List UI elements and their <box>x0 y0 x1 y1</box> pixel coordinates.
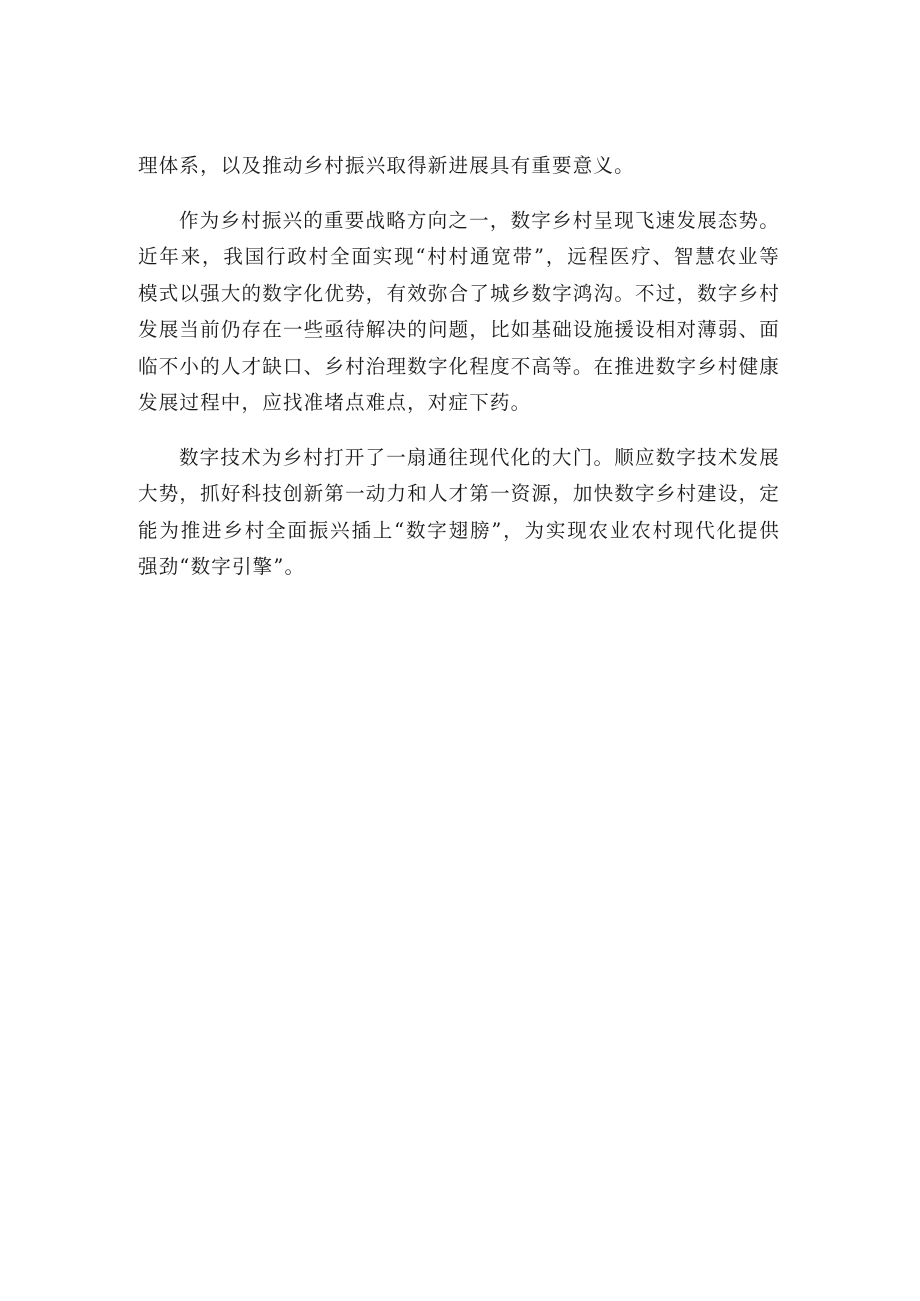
article-body <box>138 148 780 604</box>
paragraph-digital-village-status: 作为乡村振兴的重要战略方向之一，数字乡村呈现飞速发展态势。近年来，我国行政村全面实现“村村通宽带”，远程医疗、智慧农业等模式以强大的数字化优势，有效弥合了城乡数字鸿沟。不过，数字乡村发展当前仍存在一些亟待解决的问题，比如基础设施援设相对薄弱、面临不小的人才缺口、乡村治理数字化程度不高等。在推进数字乡村健康发展过程中，应找准堵点难点，对症下药。 <box>138 208 780 414</box>
paragraph-digital-technology: 数字技术为乡村打开了一扇通往现代化的大门。顺应数字技术发展大势，抓好科技创新第一动力和人才第一资源，加快数字乡村建设，定能为推进乡村全面振兴插上“数字翅膀”，为实现农业农村现代化提供强劲“数字引擎”。 <box>138 445 780 578</box>
paragraph-continuation: 理体系，以及推动乡村振兴取得新进展具有重要意义。 <box>138 154 635 177</box>
